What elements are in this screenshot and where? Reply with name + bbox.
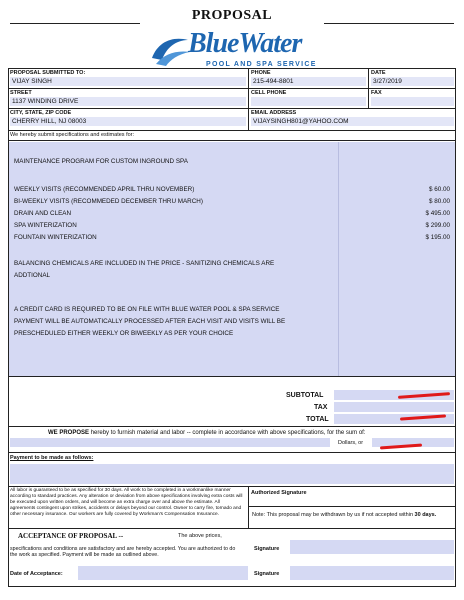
acceptance-text-1: The above prices, bbox=[178, 533, 222, 539]
street-label: STREET bbox=[10, 90, 32, 96]
payment-label: Payment to be made as follows: bbox=[10, 455, 94, 461]
submitted-to-field[interactable]: VIJAY SINGH bbox=[10, 77, 246, 86]
page-title: PROPOSAL bbox=[191, 8, 273, 23]
note-line: PAYMENT WILL BE AUTOMATICALLY PROCESSED AFTER EACH VISIT AND VISITS WILL BE bbox=[14, 318, 286, 325]
signature-label: Signature bbox=[254, 546, 280, 552]
item-description: WEEKLY VISITS (RECOMMENDED APRIL THRU NOVEMBER) bbox=[14, 186, 195, 193]
item-description: SPA WINTERIZATION bbox=[14, 222, 77, 229]
item-price: $ 60.00 bbox=[428, 186, 450, 193]
date-label: DATE bbox=[371, 70, 386, 76]
item-description: DRAIN AND CLEAN bbox=[14, 210, 72, 217]
item-description: MAINTENANCE PROGRAM FOR CUSTOM INGROUND SPA bbox=[14, 158, 188, 165]
item-price: $ 80.00 bbox=[428, 198, 450, 205]
propose-heading: WE PROPOSE bbox=[48, 430, 90, 436]
total-label: TOTAL bbox=[306, 416, 329, 423]
propose-text: hereby to furnish material and labor -- complete in accordance with above specifications, for the sum of: bbox=[90, 430, 366, 436]
date-field[interactable]: 3/27/2019 bbox=[371, 77, 454, 86]
city-field[interactable]: CHERRY HILL, NJ 08003 bbox=[10, 117, 246, 126]
title-rule-right bbox=[324, 23, 454, 24]
tax-label: TAX bbox=[314, 404, 328, 411]
city-label: CITY, STATE, ZIP CODE bbox=[10, 110, 72, 116]
withdrawal-days: 30 days. bbox=[414, 512, 437, 518]
note-line: ADDTIONAL bbox=[14, 272, 51, 279]
item-description: FOUNTAIN WINTERIZATION bbox=[14, 234, 97, 241]
note-line: BALANCING CHEMICALS ARE INCLUDED IN THE PRICE - SANITIZING CHEMICALS ARE bbox=[14, 260, 275, 267]
email-label: EMAIL ADDRESS bbox=[251, 110, 297, 116]
dollars-label: Dollars, or bbox=[338, 440, 364, 446]
terms-text: All labor is guaranteed to be as specified for 30 days. All work to be completed in a workmanlike manner according to standard practices. Any alteration or deviation from above specifications involving extra costs will be executed upon written orders, and will become an extra charge over and above the estimate. All agreements contingent upon strikes, accidents or delays beyond our control. Owner to carry fire, tornado and other necessary insurance. Our workers are fully covered by Workman's Compensation Insurance. bbox=[10, 488, 243, 517]
cell-label: CELL PHONE bbox=[251, 90, 287, 96]
street-field[interactable]: 1137 WINDING DRIVE bbox=[10, 97, 246, 106]
item-description: BI-WEEKLY VISITS (RECOMMEDED DECEMBER THRU MARCH) bbox=[14, 198, 203, 205]
logo-wordmark: BlueWater bbox=[188, 28, 302, 59]
acceptance-title: ACCEPTANCE OF PROPOSAL -- bbox=[18, 532, 124, 540]
phone-label: PHONE bbox=[251, 70, 271, 76]
email-field[interactable]: VIJAYSINGH801@YAHOO.COM bbox=[251, 117, 454, 126]
note-line: A CREDIT CARD IS REQUIRED TO BE ON FILE WITH BLUE WATER POOL & SPA SERVICE bbox=[14, 306, 280, 313]
phone-field[interactable]: 215-494-8801 bbox=[251, 77, 366, 86]
item-price: $ 299.00 bbox=[425, 222, 450, 229]
form-border bbox=[8, 68, 456, 586]
title-rule-left bbox=[10, 23, 140, 24]
subtotal-label: SUBTOTAL bbox=[286, 392, 324, 399]
note-line: PRESCHEDULED EITHER WEEKLY OR BIWEEKLY AS PER YOUR CHOICE bbox=[14, 330, 234, 337]
signature-label: Signature bbox=[254, 571, 280, 577]
fax-label: FAX bbox=[371, 90, 382, 96]
intro-text: We hereby submit specifications and estimates for: bbox=[10, 132, 135, 138]
item-price: $ 495.00 bbox=[425, 210, 450, 217]
withdrawal-note-text: Note: This proposal may be withdrawn by us if not accepted within bbox=[252, 512, 414, 518]
acceptance-text-2: specifications and conditions are satisfactory and are hereby accepted. You are authorized to do the work as specified. Payment will be made as outlined above. bbox=[10, 546, 236, 558]
logo-tagline: POOL AND SPA SERVICE bbox=[206, 61, 317, 68]
wave-logo-icon bbox=[148, 32, 192, 68]
item-price: $ 195.00 bbox=[425, 234, 450, 241]
authorized-signature-label: Authorized Signature bbox=[251, 490, 307, 496]
grid-bottom-rule bbox=[8, 586, 456, 587]
proposal-form bbox=[8, 6, 456, 594]
date-of-acceptance-label: Date of Acceptance: bbox=[10, 571, 63, 577]
submitted-to-label: PROPOSAL SUBMITTED TO: bbox=[10, 70, 86, 76]
